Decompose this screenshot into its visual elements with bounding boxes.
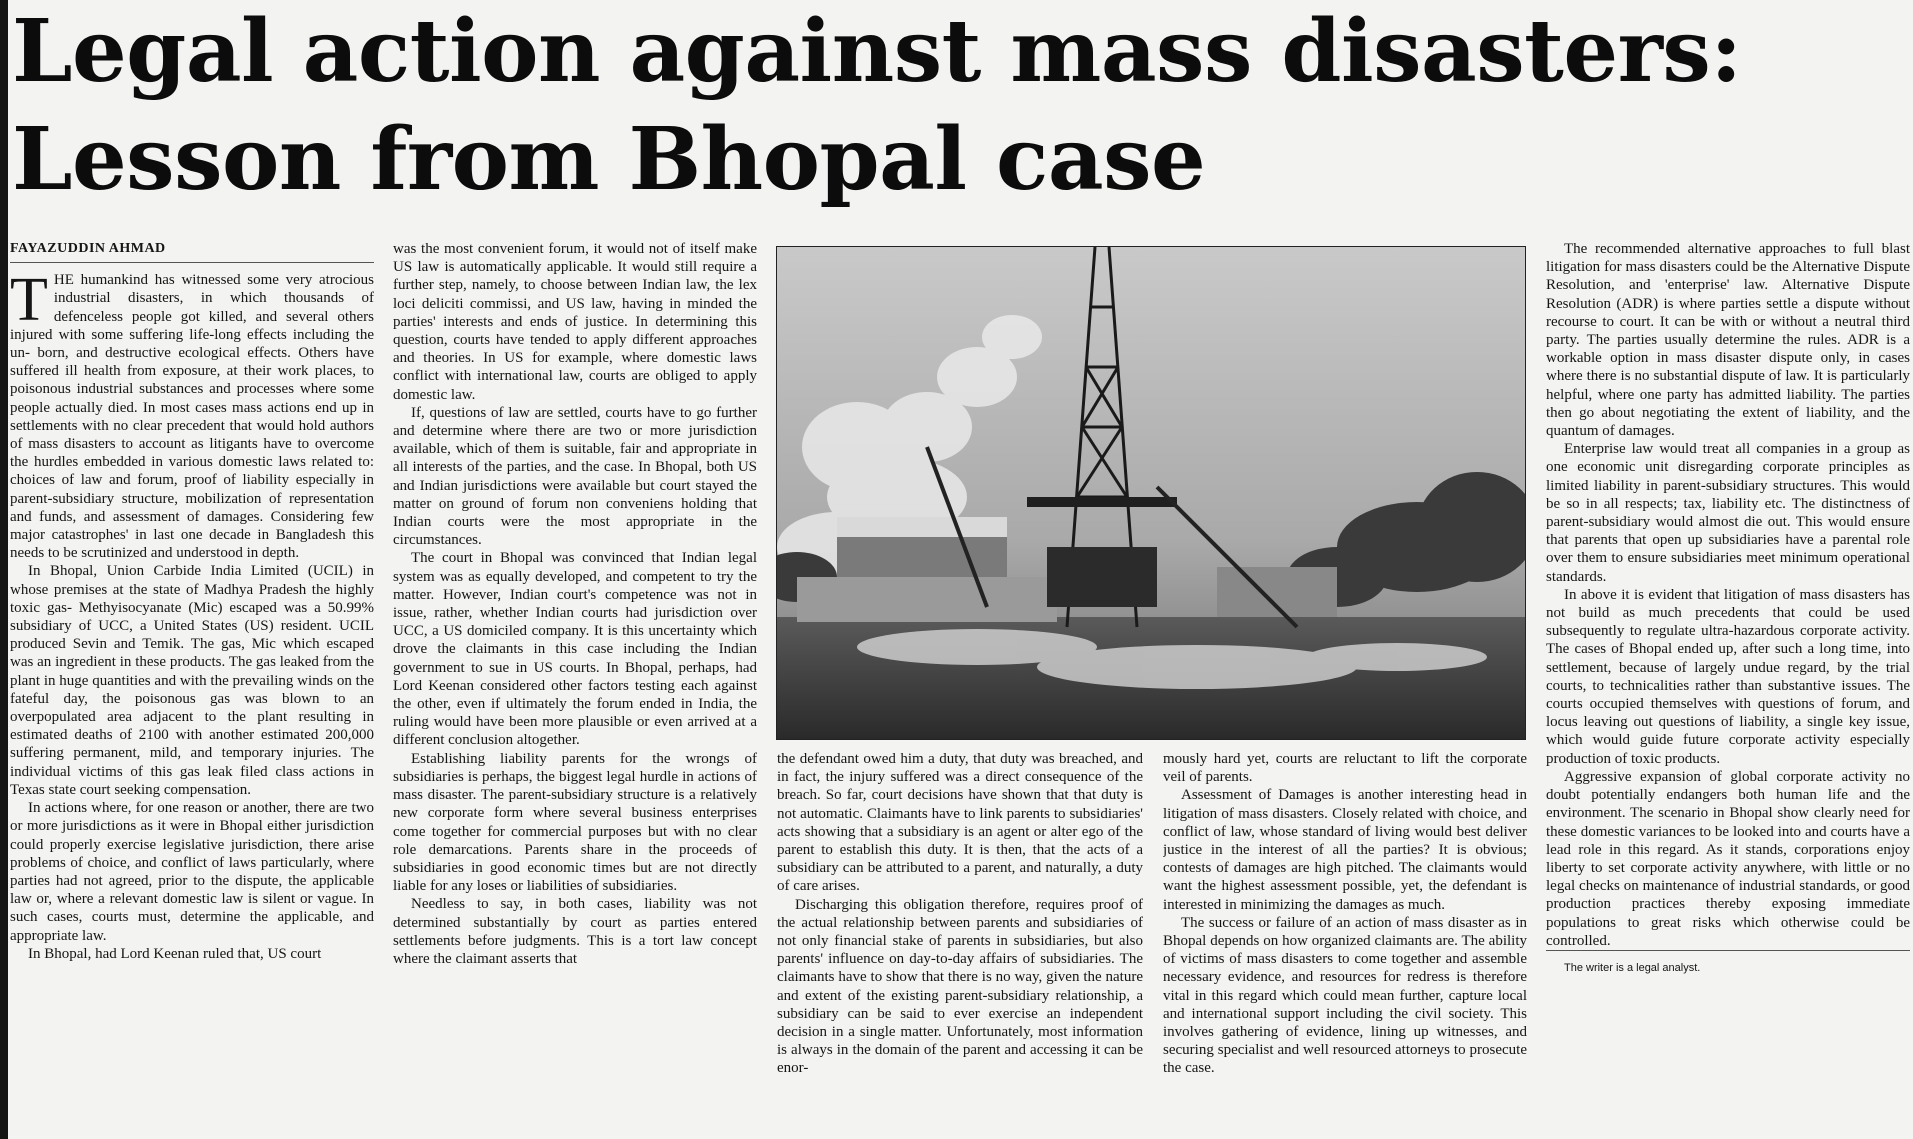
byline: FAYAZUDDIN AHMAD xyxy=(10,240,374,263)
column-3 xyxy=(777,750,1143,1139)
paragraph: THE humankind has witnessed some very atrocious industrial disasters, in which thousands of defenceless people got killed, and several others injured with some suffering life-long effects including the un- born, and destructive ecological effects. Others have suffered ill health from exposure, at their work places, to poisonous industrial substances and processes where some people actually died. In most cases mass actions end up in settlements with no clear precedent that would hold authors of mass disasters to account as litigants have to overcome the hurdles embedded in various domestic laws related to: choices of law and forum, proof of liability especially in parent-subsidiary structure, mobilization of representation and funds, and assessment of damages. Considering few major catastrophes' in last one decade in Bangladesh this needs to be scrutinized and understood in depth. xyxy=(10,266,374,562)
paragraph: The success or failure of an action of mass disaster as in Bhopal depends on how organized claimants are. The ability of victims of mass disasters to come together and assemble necessary evidence, and resources for redress is therefore vital in this regard which could mean further, capture local and international support including the civil society. This involves gathering of evidence, lining up witnesses, and securing specialist and well resourced attorneys to prosecute the case. xyxy=(1163,914,1527,1077)
paragraph: Establishing liability parents for the wrongs of subsidiaries is perhaps, the biggest legal hurdle in actions of mass disaster. The parent-subsidiary structure is a relatively new corporate form where several business enterprises come together for commercial purposes but with no clear role demarcations. Parents share in the proceeds of subsidiaries in good economic times but are not directly liable for any loses or liabilities of subsidiaries. xyxy=(393,750,757,895)
paragraph: Discharging this obligation therefore, requires proof of the actual relationship between parents and subsidiaries of not only financial stake of parents in subsidiaries, but also parents' influence on day-to-day affairs of subsidiaries. The claimants have to show that there is no way, given the nature and extent of the existing parent-subsidiary relationship, a subsidiary can be said to ever exercise an independent decision in a single matter. Unfortunately, most information is always in the domain of the parent and accessing it can be enor- xyxy=(777,896,1143,1077)
paragraph: In Bhopal, had Lord Keenan ruled that, US court xyxy=(28,945,322,962)
paragraph: Assessment of Damages is another interesting head in litigation of mass disasters. Closely related with choice, and conflict of law, whose standard of living would best deliver justice in the interest of all the parties? It is obvious; contests of damages are high pitched. The claimants would want the highest assessment possible, yet, the defendant is interested in minimizing the damages as much. xyxy=(1163,787,1527,913)
column-4 xyxy=(1163,750,1527,1139)
column-5 xyxy=(1546,240,1910,1139)
paragraph: If, questions of law are settled, courts have to go further and determine where there are two or more jurisdiction available, which of them is suitable, fair and appropriate in all interests of the parties, and the case. In Bhopal, both US and Indian jurisdictions were available but court stayed the matter on ground of forum non conveniens holding that Indian courts were the most appropriate in the circumstances. xyxy=(393,404,757,549)
column-2 xyxy=(393,240,757,1139)
paragraph: mously hard yet, courts are reluctant to lift the corporate veil of parents. xyxy=(1163,751,1527,786)
paragraph: Needless to say, in both cases, liability was not determined substantially by court as parties entered settlements before judgments. This is a tort law concept where the claimant asserts that xyxy=(393,896,757,967)
headline: Legal action against mass disasters: Lesson from Bhopal case xyxy=(12,1,1742,210)
paragraph: the defendant owed him a duty, that duty was breached, and in fact, the injury suffered was a direct consequence of the breach. So far, court decisions have shown that that duty is not automatic. Claimants have to link parents to subsidiaries' acts showing that a subsidiary is an agent or alter ego of the parent to establish this duty. It is then, that the acts of a subsidiary can be attributed to a parent, and naturally, a duty of care arises. xyxy=(777,751,1143,895)
paragraph: In Bhopal, Union Carbide India Limited (UCIL) in whose premises at the state of Madhya Pradesh the highly toxic gas- Methyisocyanate (Mic) escaped was a 50.99% subsidiary of UCC, a United States (US) resident. UCIL produced Sevin and Temik. The gas, Mic which escaped was an ingredient in these products. The gas leaked from the plant in huge quantities and with the prevailing winds on the fateful day, the poisonous gas was blown to an overpopulated area adjacent to the plant resulting in estimated deaths of 2100 with another estimated 200,000 suffering permanent, mild, and temporary injuries. The individual victims of this gas leak filed class actions in Texas state court seeking compensation. xyxy=(10,563,374,798)
paragraph: was the most convenient forum, it would not of itself make US law is automatically applicable. It would still require a further step, namely, to choose between Indian law, the lex loci deliciti commissi, and US law, having in minded the parties' interests and ends of justice. In determining this question, courts have tended to apply different approaches and theories. In US for example, where domestic laws conflict with international law, courts are obliged to apply domestic law. xyxy=(393,241,757,403)
author-note: The writer is a legal analyst. xyxy=(1546,950,1910,977)
paragraph: Enterprise law would treat all companies in a group as one economic unit disregarding corporate principles as limited liability in parent-subsidiary structures. This would be so in all respects; tax, liability etc. The distinctness of parent-subsidiary would almost die out. This would ensure that parents that open up subsidiaries have a parental role over them to ensure subsidiaries meet minimum operational standards. xyxy=(1546,441,1910,585)
paragraph: In above it is evident that litigation of mass disasters has not build as much precedents that could be used subsequently to regulate ultra-hazardous corporate activity. The cases of Bhopal ended up, after such a long time, into settlement, because of largely undue regard, by the trial courts, to technicalities rather than substantive issues. The courts occupied themselves with questions of forum, and locus leaving out questions of liability, a single key issue, which would guide future corporate activity especially production of toxic products. xyxy=(1546,586,1910,767)
paragraph: In actions where, for one reason or another, there are two or more jurisdictions as it were in Bhopal either jurisdiction could properly exercise legislative jurisdiction, there arise problems of choice, and conflict of laws particularly, where parties had not agreed, prior to the dispute, the applicable law or, where a relevant domestic law is silent or vague. In such cases, courts must, determine the applicable, and appropriate law. xyxy=(10,800,374,944)
paragraph: Aggressive expansion of global corporate activity no doubt potentially endangers both human life and the environment. The scenario in Bhopal show clearly need for these domestic variances to be looked into and courts have a lead role in this regard. As it stands, corporations enjoy liberty to set corporate activity anywhere, with little or no legal checks on maintenance of industrial standards, or good production practices thereby exposing immediate populations to great risks which otherwise could be controlled. xyxy=(1546,768,1910,949)
drop-cap: T xyxy=(10,266,48,335)
paragraph: The recommended alternative approaches to full blast litigation for mass disasters could be the Alternative Dispute Resolution, and 'enterprise' law. Alternative Dispute Resolution (ADR) is where parties settle a dispute without recourse to court. It can be with or without a neutral third party. The parties usually determine the rules. ADR is a workable option in mass disaster dispute only, in cases where there is no substantial dispute of law. It is particularly helpful, where one party has admitted liability. The parties then go about negotiating the extent of liability, and the quantum of damages. xyxy=(1546,241,1910,440)
oil-rig-photo xyxy=(776,246,1526,740)
column-1 xyxy=(10,240,374,1139)
paragraph: The court in Bhopal was convinced that Indian legal system was as equally developed, and competent to try the matter. However, Indian court's competence was not in issue, rather, whether Indian courts had jurisdiction over UCC, a US domiciled company. It is this uncertainty which drove the claimants in this case including the Indian government to sue in US courts. In Bhopal, perhaps, had Lord Keenan considered other factors testing each against the other, even if ultimately the forum ended in India, the ruling would have been more plausible or even arrived at a different conclusion altogether. xyxy=(393,550,757,749)
left-margin-bar xyxy=(0,0,8,1139)
